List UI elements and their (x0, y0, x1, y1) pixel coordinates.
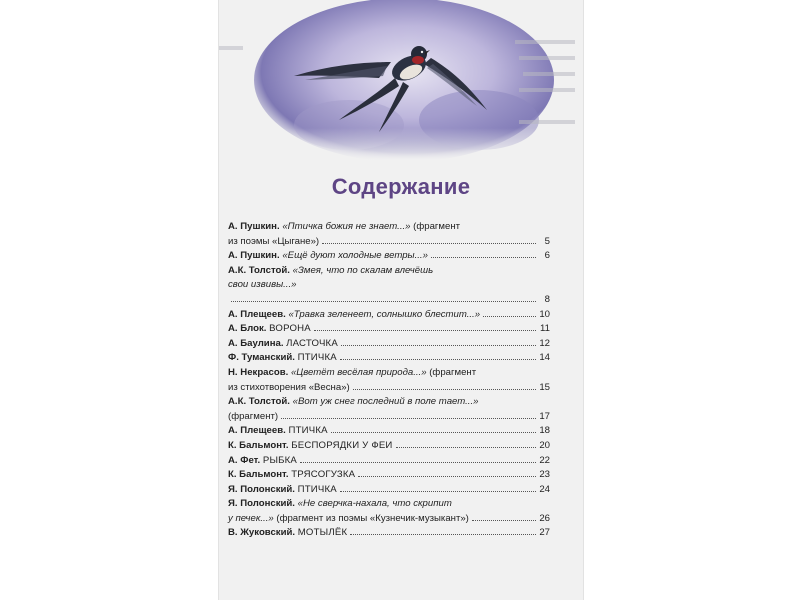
entry-page: 5 (544, 235, 550, 247)
dot-leader (431, 257, 536, 258)
entry-title: ПТИЧКА (288, 425, 328, 437)
entry-author: Н. Некрасов. (228, 366, 289, 378)
entry-page: 10 (539, 308, 550, 320)
entry-author: А.К. Толстой. (228, 264, 290, 276)
toc-entry (228, 497, 550, 526)
entry-author: А. Блок. (228, 323, 267, 335)
entry-title: ПТИЧКА (297, 352, 337, 364)
entry-title: «Вот уж снег последний в поле тает...» (292, 396, 479, 408)
entry-author: А. Пушкин. (228, 221, 280, 232)
entry-page: 23 (539, 469, 550, 481)
toc-entry (228, 468, 550, 483)
toc-entry (228, 220, 550, 249)
dot-leader (353, 389, 536, 390)
dot-leader (396, 447, 536, 448)
entry-title: у печек...» (228, 512, 274, 524)
entry-title: «Травка зеленеет, солнышко блестит...» (288, 308, 481, 320)
entry-title: «Змея, что по скалам влечёшь (292, 264, 434, 276)
dot-leader (281, 418, 536, 419)
dot-leader (322, 243, 536, 244)
entry-author: А. Пушкин. (228, 250, 280, 262)
entry-title: «Птичка божия не знает...» (282, 221, 411, 232)
toc-entry (228, 439, 550, 454)
toc-entry (228, 337, 550, 352)
toc-entry (228, 483, 550, 498)
entry-title: «Не сверчка-нахала, что скрипит (297, 498, 452, 510)
dot-leader (340, 491, 536, 492)
dot-leader (472, 520, 536, 521)
entry-page: 20 (539, 439, 550, 451)
toc-entry (228, 424, 550, 439)
swallow-icon (219, 0, 583, 160)
entry-author: К. Бальмонт. (228, 469, 289, 481)
dot-leader (331, 432, 536, 433)
entry-page: 27 (539, 527, 550, 539)
entry-title: ВОРОНА (269, 323, 311, 335)
toc-entry (228, 366, 550, 395)
entry-title: ЛАСТОЧКА (286, 337, 338, 349)
entry-page: 11 (540, 323, 550, 335)
entry-title: БЕСПОРЯДКИ У ФЕИ (291, 439, 393, 451)
dot-leader (483, 316, 536, 317)
dot-leader (340, 359, 536, 360)
dot-leader (358, 476, 536, 477)
entry-author: А. Плещеев. (228, 308, 286, 320)
entry-title: РЫБКА (262, 454, 298, 466)
entry-title: ПТИЧКА (297, 483, 337, 495)
entry-title: «Ещё дуют холодные ветры...» (282, 250, 428, 262)
toc-entry (228, 395, 550, 424)
entry-title: МОТЫЛЁК (297, 527, 348, 539)
toc-entry (228, 264, 550, 308)
toc-entry (228, 454, 550, 469)
entry-note: из стихотворения «Весна») (228, 381, 350, 393)
table-of-contents (228, 220, 550, 541)
entry-title: «Цветёт весёлая природа...» (290, 366, 427, 378)
entry-note: (фрагмент из поэмы «Кузнечик-музыкант») (276, 512, 469, 524)
entry-author: Я. Полонский. (228, 483, 295, 495)
toc-entry (228, 526, 550, 541)
entry-author: Я. Полонский. (228, 498, 295, 510)
entry-page: 24 (539, 483, 550, 495)
entry-note: из поэмы «Цыгане») (228, 235, 320, 247)
entry-page: 8 (544, 293, 550, 305)
dot-leader (300, 462, 536, 463)
toc-entry (228, 322, 550, 337)
toc-entry (228, 351, 550, 366)
dot-leader (231, 301, 536, 302)
entry-note: (фрагмент) (228, 410, 279, 422)
entry-author: Ф. Туманский. (228, 352, 295, 364)
toc-entry (228, 249, 550, 264)
entry-page: 18 (539, 425, 550, 437)
entry-note: (фрагмент (429, 366, 477, 378)
entry-page: 6 (544, 250, 550, 262)
entry-page: 26 (539, 512, 550, 524)
entry-author: А.К. Толстой. (228, 396, 290, 408)
page-title: Содержание (331, 174, 471, 199)
swallow-illustration (219, 0, 583, 160)
entry-author: А. Баулина. (228, 337, 284, 349)
entry-author: А. Плещеев. (228, 425, 286, 437)
entry-page: 22 (539, 454, 550, 466)
entry-author: К. Бальмонт. (228, 439, 289, 451)
dot-leader (341, 345, 536, 346)
entry-author: А. Фет. (228, 454, 261, 466)
entry-title: свои извивы...» (228, 279, 297, 291)
entry-page: 14 (539, 352, 550, 364)
dot-leader (350, 534, 536, 535)
entry-page: 15 (539, 381, 550, 393)
book-page (218, 0, 584, 600)
toc-entry (228, 308, 550, 323)
entry-page: 12 (539, 337, 550, 349)
entry-author: В. Жуковский. (228, 527, 296, 539)
dot-leader (314, 330, 536, 331)
entry-note: (фрагмент (413, 221, 461, 232)
entry-page: 17 (539, 410, 550, 422)
entry-title: ТРЯСОГУЗКА (291, 469, 356, 481)
